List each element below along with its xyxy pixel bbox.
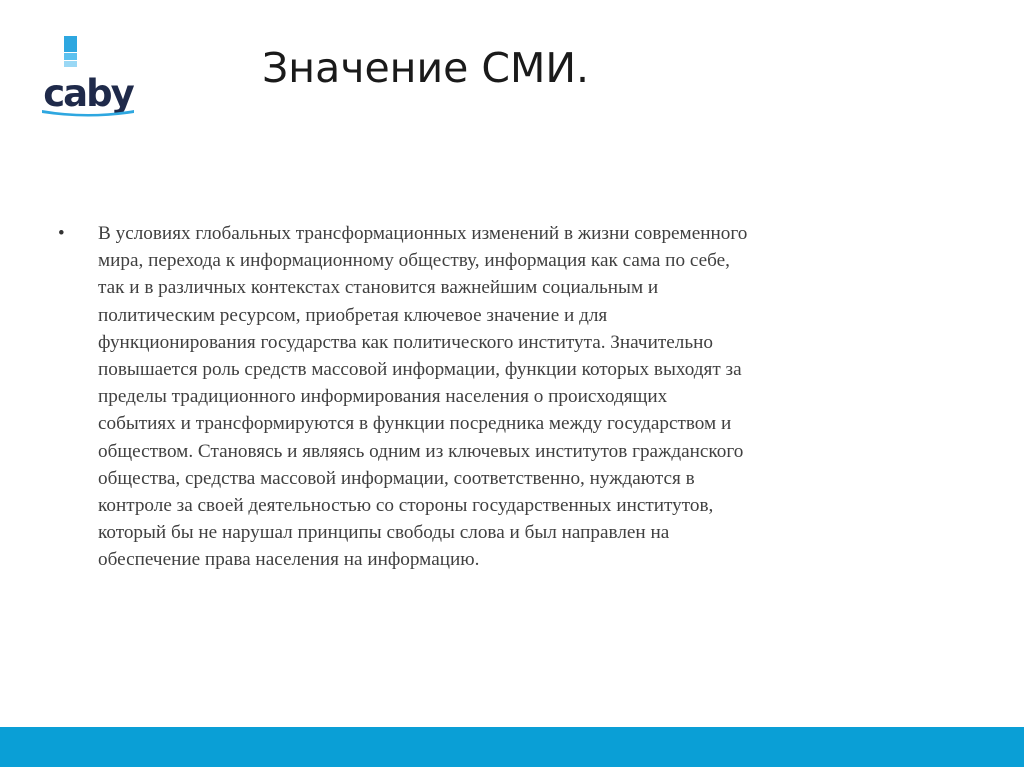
text-line: обществом. Становясь и являясь одним из ключевых институтов гражданского [98, 440, 744, 462]
logo-column-3 [64, 61, 77, 67]
text-line: который бы не нарушал принципы свободы слова и был направлен на [98, 522, 670, 544]
text-line: контроле за своей деятельностью со стороны государственных институтов, [98, 495, 714, 517]
text-line: общества, средства массовой информации, соответственно, нуждаются в [98, 467, 695, 489]
text-line: повышается роль средств массовой информации, функции которых выходят за [98, 359, 742, 381]
bullet-list [58, 220, 958, 574]
bullet-text [98, 220, 956, 574]
text-line: пределы традиционного информирования населения о происходящих [98, 386, 668, 408]
logo-graphic [38, 36, 138, 118]
text-line: политическим ресурсом, приобретая ключевое значение и для [98, 304, 608, 326]
logo-text: caby [43, 72, 133, 115]
text-line: функционирования государства как политического института. Значительно [98, 331, 713, 353]
logo-column-2 [64, 53, 77, 60]
text-line: так и в различных контекстах становится важнейшим социальным и [98, 277, 659, 299]
text-line: мира, перехода к информационному обществу, информация как сама по себе, [98, 250, 730, 272]
text-line: обеспечение права населения на информацию. [98, 549, 480, 571]
bottom-accent-bar [0, 727, 1024, 767]
text-line: событиях и трансформируются в функции посредника между государством и [98, 413, 732, 435]
caby-logo-icon [38, 36, 138, 118]
logo-column-1 [64, 36, 77, 52]
slide-title: Значение СМИ. [262, 44, 590, 92]
bullet-item [58, 220, 958, 574]
text-line: В условиях глобальных трансформационных изменений в жизни современного [98, 223, 748, 244]
bullet-point-icon: • [58, 223, 65, 244]
